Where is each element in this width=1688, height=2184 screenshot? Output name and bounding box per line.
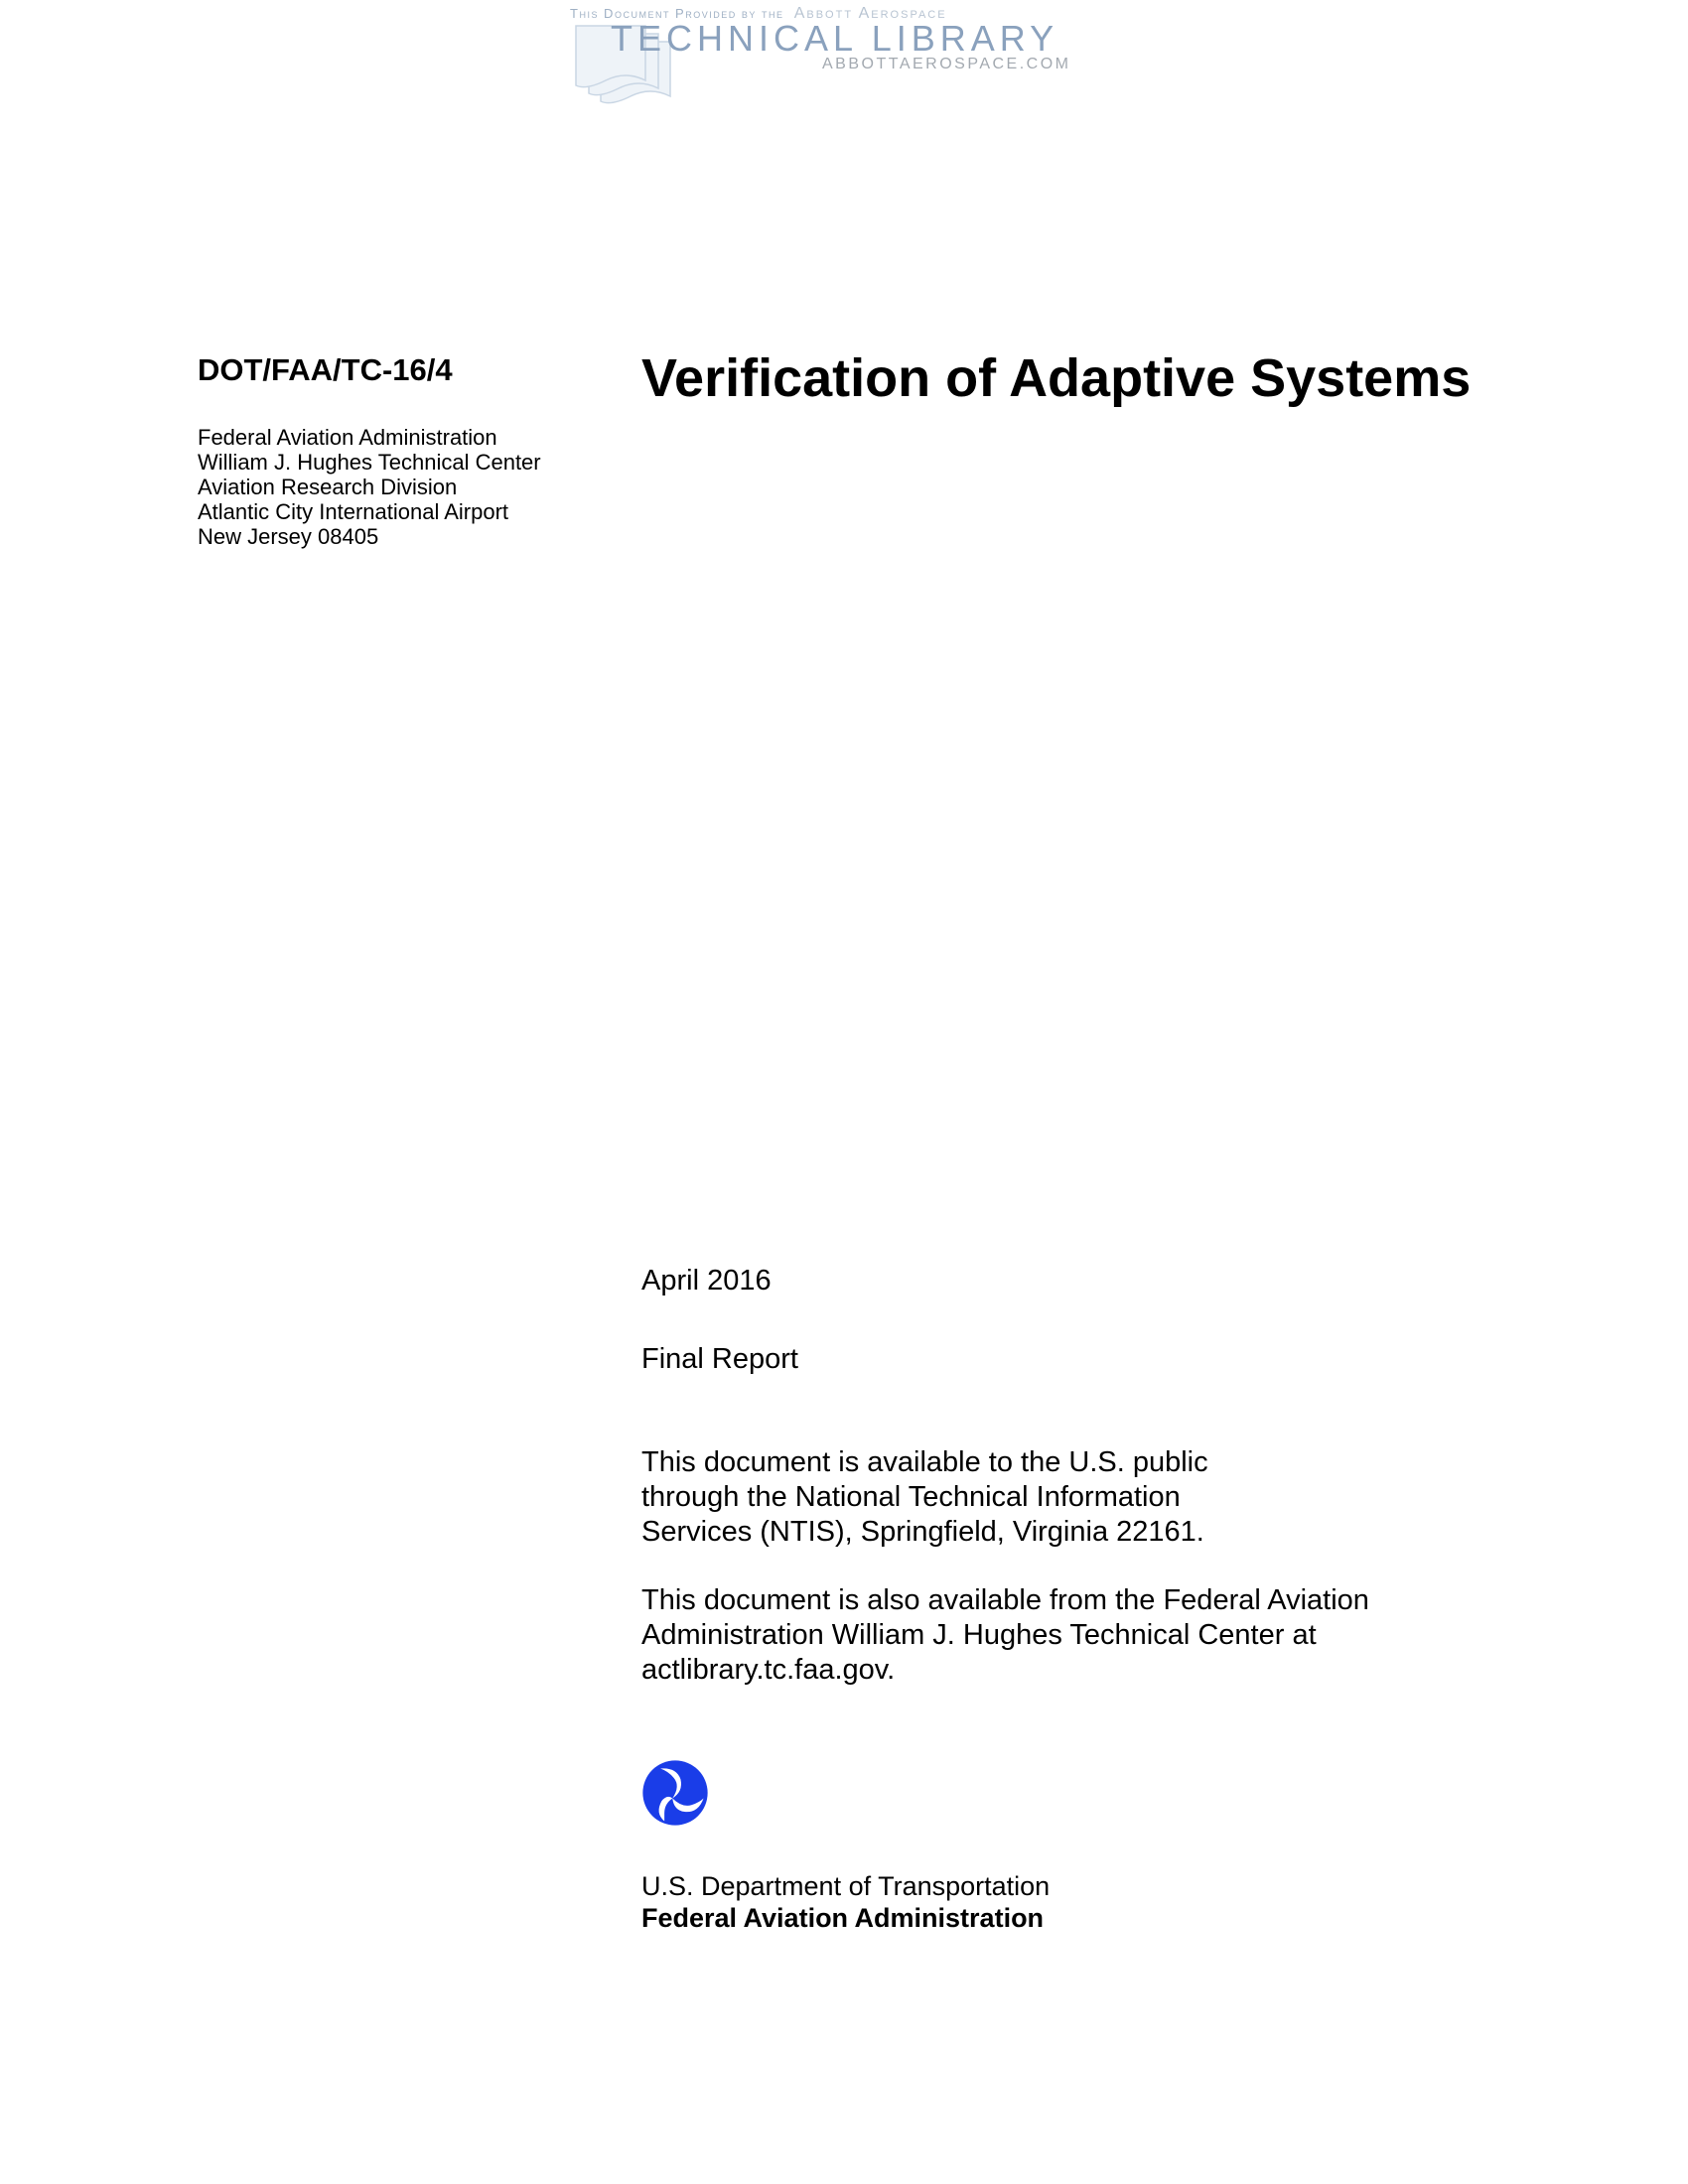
address-line: Atlantic City International Airport	[198, 499, 509, 524]
watermark-brand: Abbott Aerospace	[793, 5, 947, 22]
text-line: This document is available to the U.S. public	[641, 1446, 1208, 1478]
address-line: Aviation Research Division	[198, 475, 458, 499]
address-line: Federal Aviation Administration	[198, 425, 497, 450]
report-date: April 2016	[641, 1265, 772, 1297]
department-name: U.S. Department of Transportation	[641, 1871, 1051, 1901]
text-line: This document is also available from the Federal Aviation	[641, 1584, 1369, 1616]
agency-address	[198, 425, 541, 549]
abbott-watermark	[566, 0, 1092, 114]
report-type: Final Report	[641, 1343, 798, 1375]
issuing-department	[641, 1870, 1050, 1934]
address-line: New Jersey 08405	[198, 524, 379, 549]
text-line: through the National Technical Information	[641, 1481, 1181, 1513]
document-title: Verification of Adaptive Systems	[641, 348, 1472, 408]
text-line: Administration William J. Hughes Technical Center at	[641, 1619, 1317, 1651]
address-line: William J. Hughes Technical Center	[198, 450, 541, 475]
dot-logo-icon	[641, 1759, 709, 1827]
watermark-prefix: This Document Provided by the	[570, 6, 784, 21]
watermark-title: TECHNICAL LIBRARY	[611, 18, 1059, 59]
text-line: actlibrary.tc.faa.gov.	[641, 1654, 896, 1686]
agency-name: Federal Aviation Administration	[641, 1903, 1045, 1933]
text-line: Services (NTIS), Springfield, Virginia 22161.	[641, 1516, 1204, 1548]
availability-faa	[641, 1583, 1369, 1688]
watermark-url: ABBOTTAEROSPACE.COM	[822, 56, 1071, 72]
report-number: DOT/FAA/TC-16/4	[198, 352, 453, 387]
availability-ntis	[641, 1445, 1208, 1550]
